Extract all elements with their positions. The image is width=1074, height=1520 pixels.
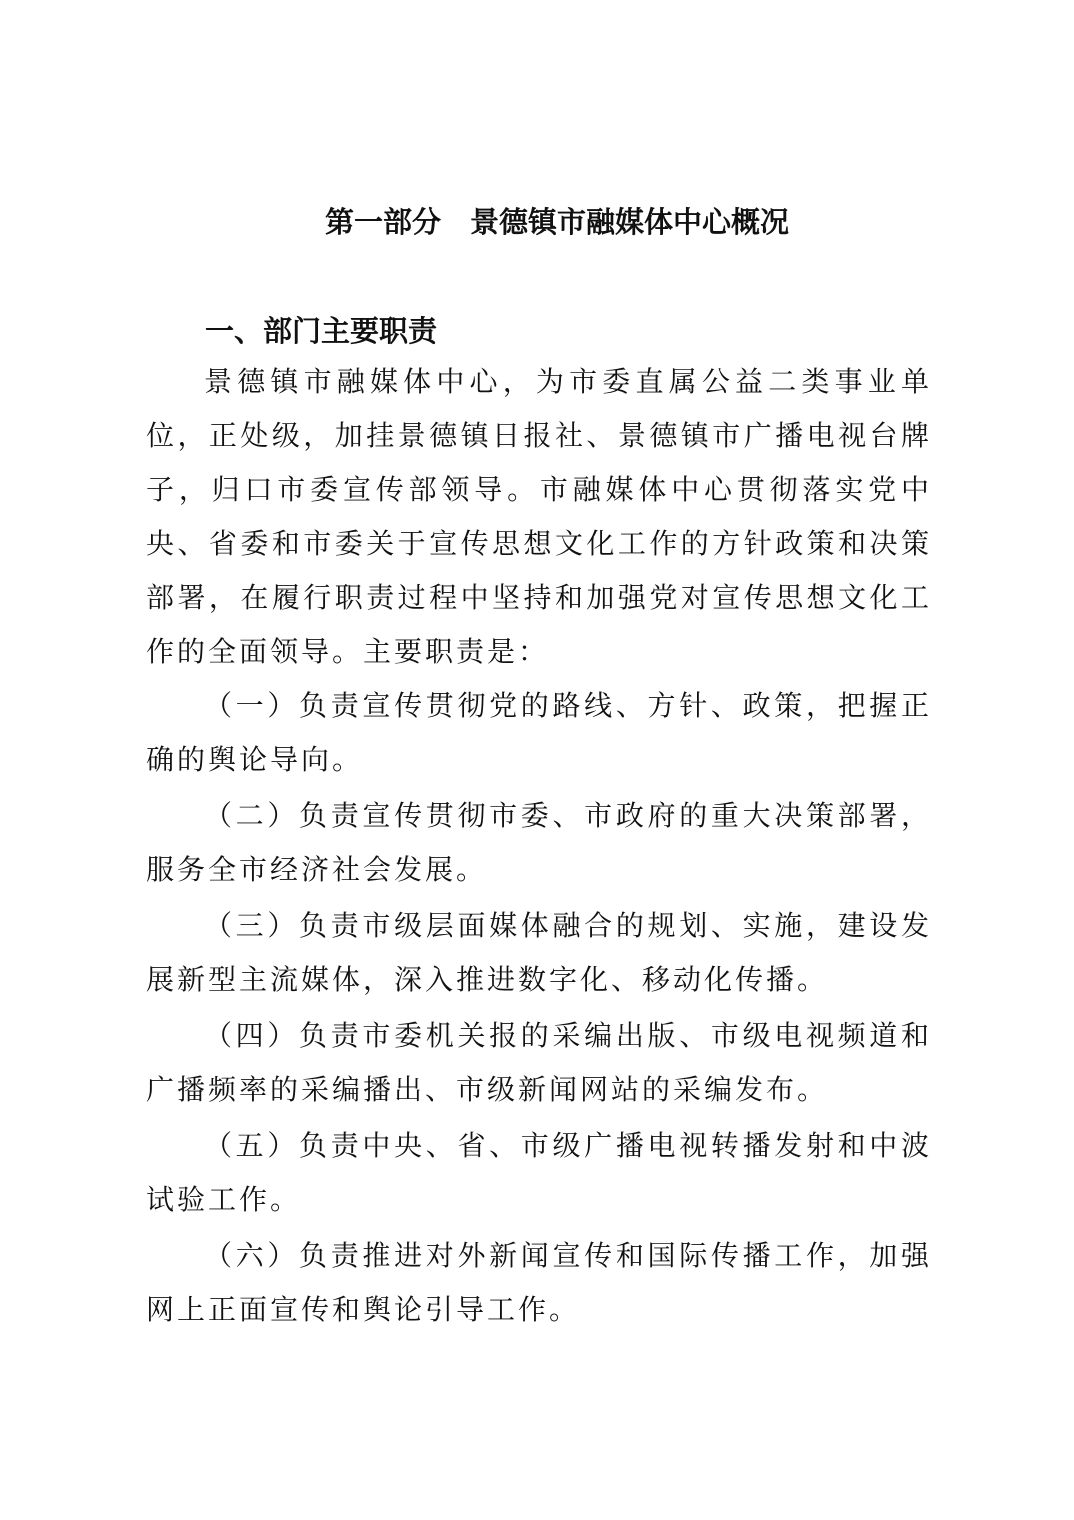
document-body — [146, 355, 932, 1339]
duty-item-2: （二）负责宣传贯彻市委、市政府的重大决策部署，服务全市经济社会发展。 — [146, 799, 932, 886]
page-title: 第一部分 景德镇市融媒体中心概况 — [324, 205, 789, 239]
duty-item-1: （一）负责宣传贯彻党的路线、方针、政策，把握正确的舆论导向。 — [146, 689, 932, 776]
duty-item-3: （三）负责市级层面媒体融合的规划、实施，建设发展新型主流媒体，深入推进数字化、移动化传播。 — [146, 909, 932, 996]
duty-item-5: （五）负责中央、省、市级广播电视转播发射和中波试验工作。 — [146, 1129, 932, 1216]
duty-item-6: （六）负责推进对外新闻宣传和国际传播工作，加强网上正面宣传和舆论引导工作。 — [146, 1239, 932, 1326]
section-heading: 一、部门主要职责 — [205, 314, 438, 348]
duty-item-4: （四）负责市委机关报的采编出版、市级电视频道和广播频率的采编播出、市级新闻网站的采编发布。 — [146, 1019, 932, 1106]
intro-paragraph: 景德镇市融媒体中心，为市委直属公益二类事业单位，正处级，加挂景德镇日报社、景德镇市广播电视台牌子，归口市委宣传部领导。市融媒体中心贯彻落实党中央、省委和市委关于宣传思想文化工作的方针政策和决策部署，在履行职责过程中坚持和加强党对宣传思想文化工作的全面领导。主要职责是： — [146, 365, 932, 668]
